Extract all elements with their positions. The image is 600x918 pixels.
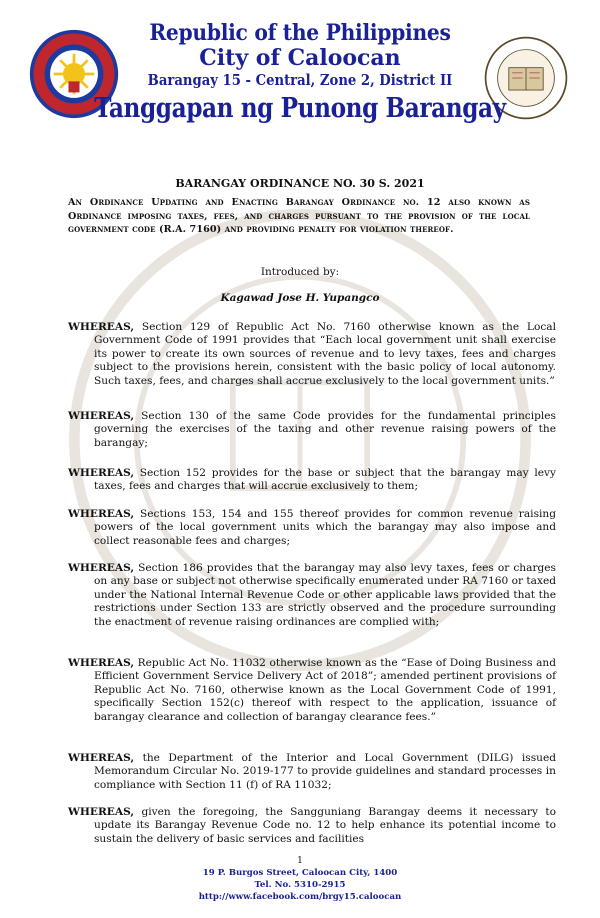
ordinance-subject: An Ordinance Updating and Enacting Barangay Ordinance no. 12 also known as Ordinance imposing taxes, fees, and charges pursuant to the provision of the local government code (R.A. 7160) and providing penalty for violation thereof.: [68, 197, 530, 235]
footer-address: 19 P. Burgos Street, Caloocan City, 1400: [202, 868, 398, 878]
whereas-clause: [68, 657, 556, 724]
header-office: Tanggapan ng Punong Barangay: [94, 93, 506, 124]
whereas-clause: [68, 410, 556, 450]
whereas-label: WHEREAS,: [68, 752, 135, 764]
footer-phone: Tel. No. 5310-2915: [254, 880, 346, 890]
whereas-clause: [68, 752, 556, 792]
header-republic: Republic of the Philippines: [149, 20, 451, 46]
page-number: 1: [297, 856, 303, 866]
whereas-label: WHEREAS,: [68, 806, 135, 818]
whereas-text: Republic Act No. 11032 otherwise known as the “Ease of Doing Business and Efficient Government Service Delivery Act of 2018”; amended pertinent provisions of Republic Act No. 7160, otherwise known as the Local Government Code of 1991, specifically Section 152(c) thereof with respect to the application, issuance of barangay clearance and collection of barangay clearance fees.”: [94, 657, 556, 723]
author-name: Kagawad Jose H. Yupangco: [220, 292, 380, 304]
whereas-text: Section 152 provides for the base or subject that the barangay may levy taxes, fees and charges that will accrue exclusively to them;: [94, 467, 556, 493]
whereas-clause: [68, 467, 556, 494]
whereas-text: the Department of the Interior and Local Government (DILG) issued Memorandum Circular No. 2019-177 to provide guidelines and standard processes in compliance with Section 11 (f) of RA 11032;: [94, 752, 557, 791]
whereas-label: WHEREAS,: [68, 657, 135, 669]
footer-url[interactable]: http://www.facebook.com/brgy15.caloocan: [198, 892, 402, 902]
whereas-text: Section 186 provides that the barangay may also levy taxes, fees or charges on any base or subject not otherwise specifically enumerated under RA 7160 or taxed under the National Internal Revenue Code or other applicable laws provided that the restrictions under Section 133 are strictly observed and the procedure surrounding the enactment of revenue raising ordinances are complied with;: [94, 562, 556, 628]
whereas-text: Section 130 of the same Code provides for the fundamental principles governing the exercises of the taxing and other revenue raising powers of the barangay;: [94, 410, 556, 449]
whereas-clause: [68, 508, 556, 548]
header-city: City of Caloocan: [199, 45, 401, 71]
whereas-label: WHEREAS,: [68, 562, 135, 574]
whereas-text: Section 129 of Republic Act No. 7160 otherwise known as the Local Government Code of 1991 provides that “Each local government unit shall exercise its power to create its own sources of revenue and to levy taxes, fees and charges subject to the provisions herein, consistent with the basic policy of local autonomy. Such taxes, fees, and charges shall accrue exclusively to the local government units.”: [94, 321, 556, 387]
whereas-text: Sections 153, 154 and 155 thereof provides for common revenue raising powers of the local government units which the barangay may also impose and collect reasonable fees and charges;: [94, 508, 556, 547]
whereas-label: WHEREAS,: [68, 410, 135, 422]
whereas-clause: [68, 806, 556, 846]
introduced-by-label: Introduced by:: [260, 266, 340, 278]
whereas-text: given the foregoing, the Sangguniang Barangay deems it necessary to update its Barangay Revenue Code no. 12 to help enhance its potential income to sustain the delivery of basic services and facilities: [94, 806, 556, 845]
whereas-clause: [68, 562, 556, 629]
whereas-clause: [68, 321, 556, 388]
whereas-label: WHEREAS,: [68, 321, 135, 333]
whereas-label: WHEREAS,: [68, 467, 135, 479]
ordinance-title: BARANGAY ORDINANCE NO. 30 S. 2021: [175, 177, 425, 190]
header-barangay: Barangay 15 - Central, Zone 2, District II: [147, 71, 453, 89]
whereas-label: WHEREAS,: [68, 508, 135, 520]
